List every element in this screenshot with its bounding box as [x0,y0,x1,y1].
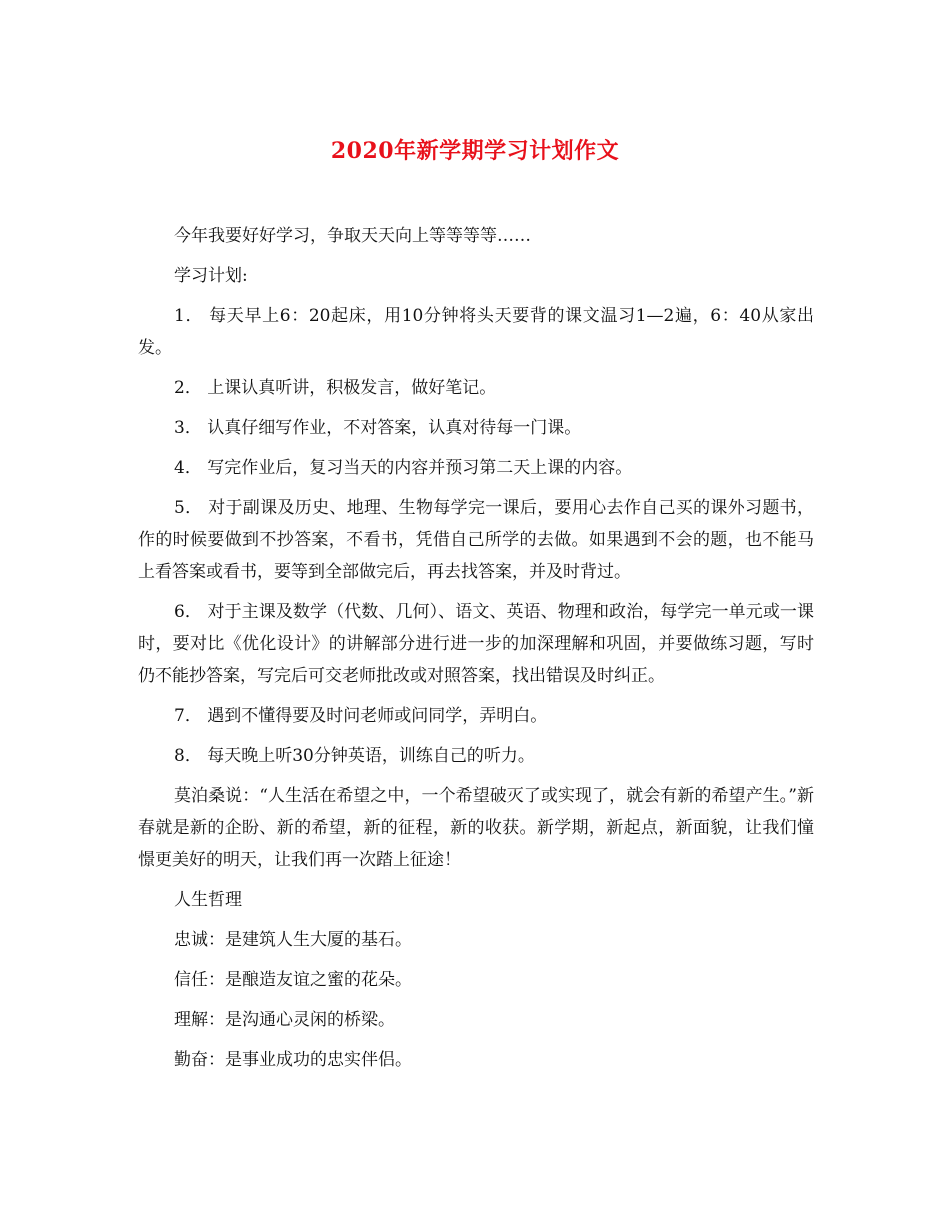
plan-item-8: 8． 每天晚上听30分钟英语，训练自己的听力。 [174,746,535,766]
paragraph-plan-heading: 学习计划: [174,266,248,286]
plan-item-5: 5． 对于副课及历史、地理、生物每学完一课后，要用心去作自己买的课外习题书，作的时候要做到不抄答案，不看书，凭借自己所学的去做。如果遇到不会的题，也不能马上看答案或看书，要等到全部做完后，再去找答案，并及时背过。 [138,498,814,582]
plan-item-4: 4． 写完作业后，复习当天的内容并预习第二天上课的内容。 [174,458,633,478]
plan-item-3: 3． 认真仔细写作业，不对答案，认真对待每一门课。 [174,418,582,438]
plan-item-6: 6． 对于主课及数学（代数、几何）、语文、英语、物理和政治，每学完一单元或一课时，要对比《优化设计》的讲解部分进行进一步的加深理解和巩固，并要做练习题，写时仍不能抄答案，写完后可交老师批改或对照答案，找出错误及时纠正。 [138,602,814,686]
plan-item-2: 2． 上课认真听讲，积极发言，做好笔记。 [174,378,497,398]
philosophy-item-diligence: 勤奋：是事业成功的忠实伴侣。 [174,1050,412,1070]
paragraph-intro: 今年我要好好学习，争取天天向上等等等等…… [174,226,531,246]
philosophy-item-trust: 信任：是酿造友谊之蜜的花朵。 [174,970,412,990]
philosophy-item-loyalty: 忠诚：是建筑人生大厦的基石。 [174,930,412,950]
plan-item-1: 1． 每天早上6：20起床，用10分钟将头天要背的课文温习1—2遍，6：40从家出发。 [138,306,814,358]
paragraph-philosophy-heading: 人生哲理 [174,890,242,910]
philosophy-item-understanding: 理解：是沟通心灵闲的桥梁。 [174,1010,395,1030]
document-title: 2020年新学期学习计划作文 [330,138,620,164]
plan-item-7: 7． 遇到不懂得要及时问老师或问同学，弄明白。 [174,706,548,726]
document-body [138,220,814,1084]
paragraph-quote: 莫泊桑说：“人生活在希望之中，一个希望破灭了或实现了，就会有新的希望产生。”新春就是新的企盼、新的希望，新的征程，新的收获。新学期，新起点，新面貌，让我们憧憬更美好的明天，让我们再一次踏上征途！ [138,786,814,870]
